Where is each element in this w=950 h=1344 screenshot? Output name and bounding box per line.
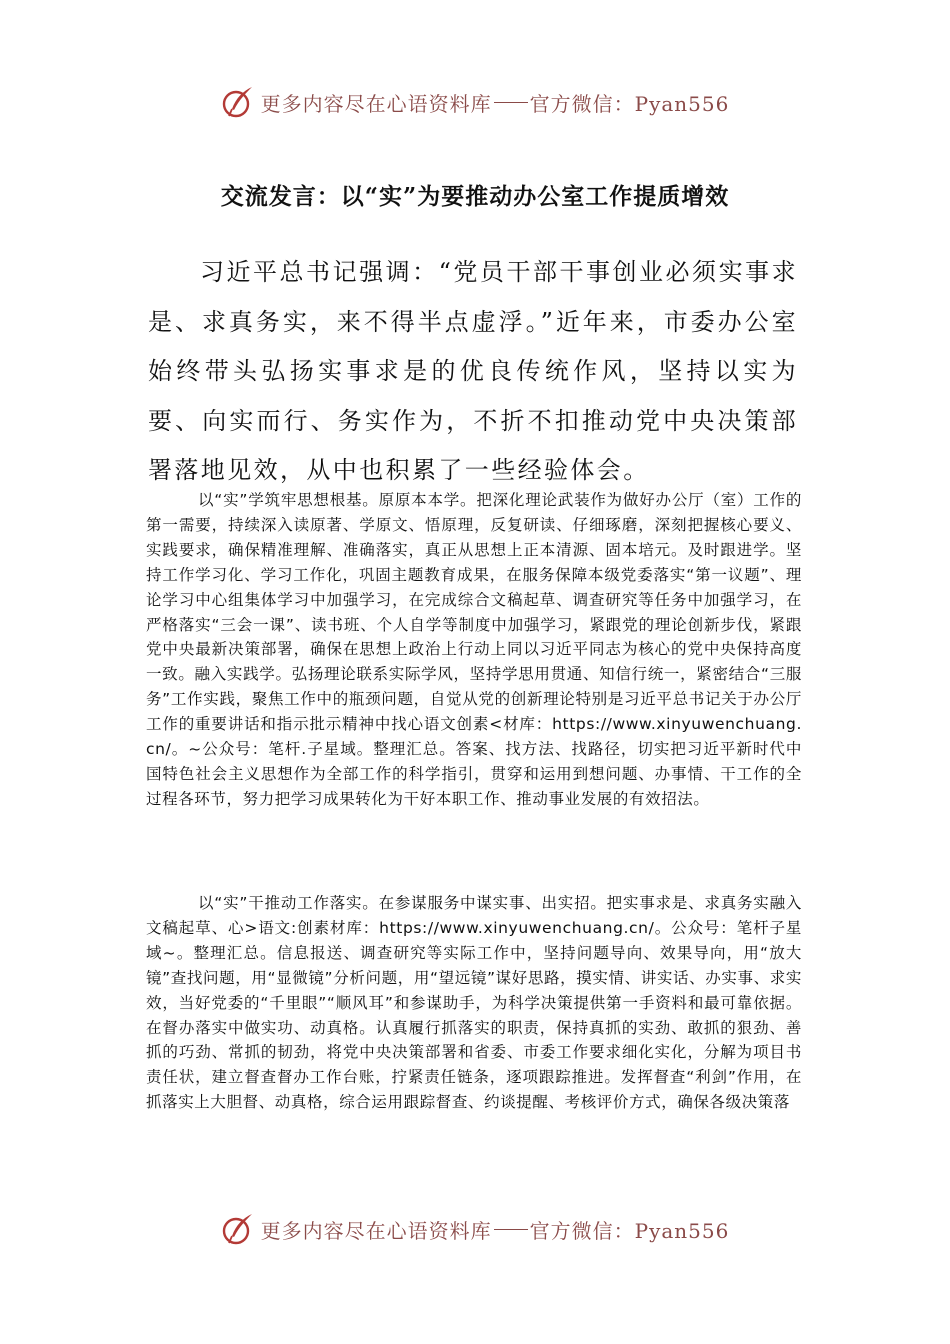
document-title: 交流发言：以“实”为要推动办公室工作提质增效 [220,183,730,210]
lead-paragraph: 习近平总书记强调：“党员干部干事创业必须实事求是、求真务实，来不得半点虚浮。”近年来，市委办公室始终带头弘扬实事求是的优良传统作风，坚持以实为要、向实而行、务实作为，不折不扣推动党中央决策部署落地见效，从中也积累了一些经验体会。 [148,258,798,484]
watermark-site-text: 更多内容尽在心语资料库 [260,91,492,116]
watermark-wechat-text: 官方微信：Pyan556 [529,1218,730,1243]
watermark-dash [494,102,528,103]
body-paragraph: 以“实”学筑牢思想根基。原原本本学。把深化理论武装作为做好办公厅（室）工作的第一需要，持续深入读原著、学原文、悟原理，反复研读、仔细琢磨，深刻把握核心要义、实践要求，确保精准理解、准确落实，真正从思想上正本清源、固本培元。及时跟进学。坚持工作学习化、学习工作化，巩固主题教育成果，在服务保障本级党委落实“第一议题”、理论学习中心组集体学习中加强学习，在完成综合文稿起草、调查研究等任务中加强学习，在严格落实“三会一课”、读书班、个人自学等制度中加强学习，紧跟党的理论创新步伐，紧跟党中央最新决策部署，确保在思想上政治上行动上同以习近平同志为核心的党中央保持高度一致。融入实践学。弘扬理论联系实际学风，坚持学思用贯通、知信行统一，紧密结合“三服务”工作实践，聚焦工作中的瓶颈问题，自觉从党的创新理论特别是习近平总书记关于办公厅工作的重要讲话和指示批示精神中找心语文创素<材库：https://www.xinyuwenchuang.cn/。~公众号：笔杆.子星域。整理汇总。答案、找方法、找路径，切实把习近平新时代中国特色社会主义思想作为全部工作的科学指引，贯穿和运用到想问题、办事情、干工作的全过程各环节，努力把学习成果转化为干好本职工作、推动事业发展的有效招法。 [146,491,802,808]
quill-pen-logo-icon [221,1212,255,1246]
watermark-dash [494,1229,528,1230]
watermark-header [0,78,950,126]
body-paragraph: 以“实”干推动工作落实。在参谋服务中谋实事、出实招。把实事求是、求真务实融入文稿起草、心>语文:创素材库：https://www.xinyuwenchuang.cn/。公众号：笔杆子星域~。整理汇总。信息报送、调查研究等实际工作中，坚持问题导向、效果导向，用“放大镜”查找问题，用“显微镜”分析问题，用“望远镜”谋好思路，摸实情、讲实话、办实事、求实效，当好党委的“千里眼”“顺风耳”和参谋助手，为科学决策提供第一手资料和最可靠依据。在督办落实中做实功、动真格。认真履行抓落实的职责，保持真抓的实劲、敢抓的狠劲、善抓的巧劲、常抓的韧劲，将党中央决策部署和省委、市委工作要求细化实化，分解为项目书责任状，建立督查督办工作台账，拧紧责任链条，逐项跟踪推进。发挥督查“利剑”作用，在抓落实上大胆督、动真格，综合运用跟踪督查、约谈提醒、考核评价方式，确保各级决策落 [146,894,802,1112]
watermark-wechat-text: 官方微信：Pyan556 [529,91,730,116]
watermark-footer [0,1205,950,1253]
watermark-site-text: 更多内容尽在心语资料库 [260,1218,492,1243]
quill-pen-logo-icon [221,85,255,119]
